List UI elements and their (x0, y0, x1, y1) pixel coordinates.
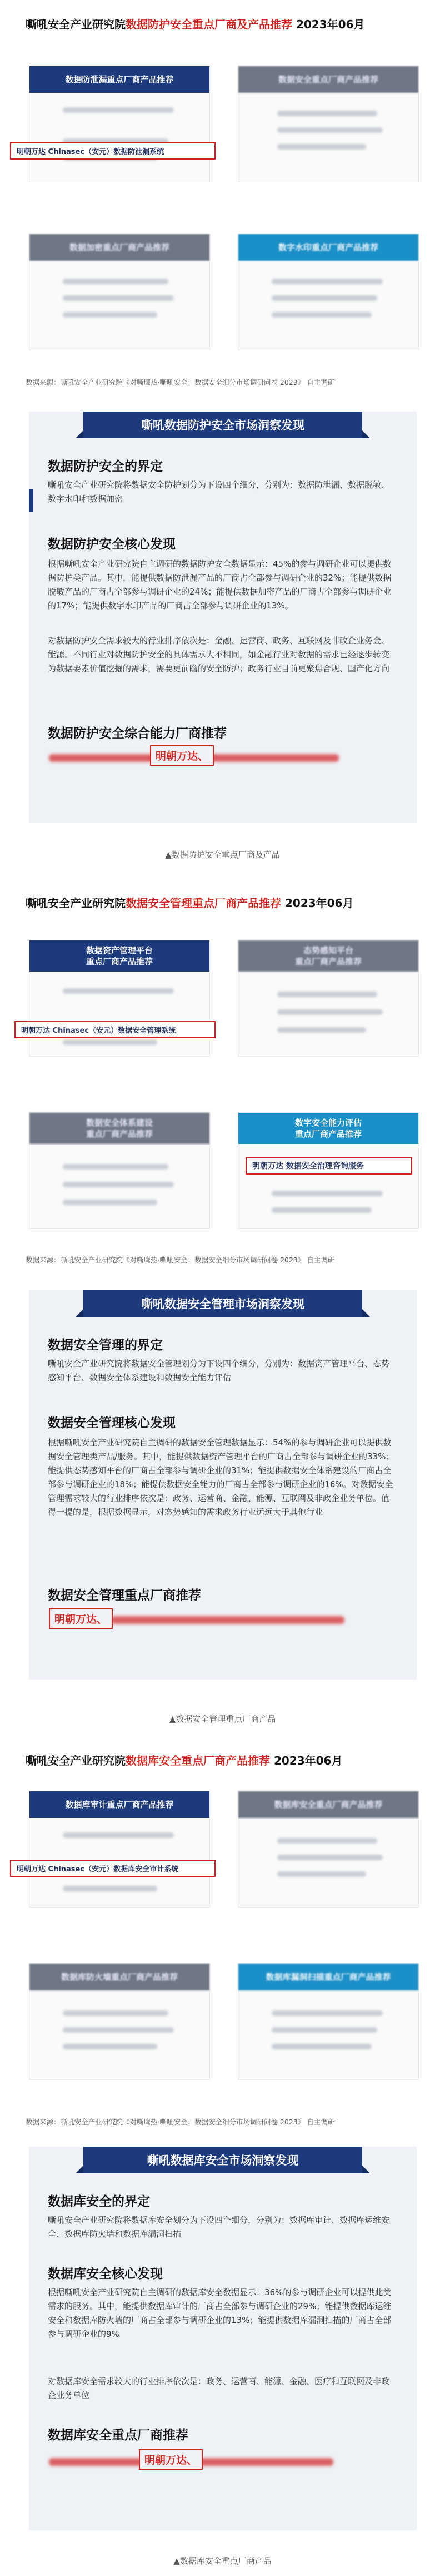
report-paragraph: 对数据防护安全需求较大的行业排序依次是：金融、运营商、政务、互联网及非政企业务金、能源。不同行业对数据防护安全的具体需求大不相同，如金融行业对数据的需求已经逐步转变为数据要素价值挖掘的需求，需要更前瞻的安全防护；政务行业目前更聚焦合规、国产化方向 (48, 636, 390, 673)
data-source: 数据来源：嘶吼安全产业研究院《对嘶鹰热·嘶吼安全：数据安全细分市场调研问卷 2023》 自主调研 (26, 2118, 335, 2126)
report-heading: 数据库安全重点厂商推荐 (48, 2428, 188, 2443)
card-dlp (29, 66, 210, 182)
section-database-security (0, 1735, 445, 2575)
report-tab: 嘶吼数据安全管理市场洞察发现 (83, 1290, 362, 1317)
report-heading: 数据防护安全的界定 (48, 459, 163, 474)
card-db-scan-blurred (238, 1963, 419, 2080)
product-highlight: 明朝万达 Chinasec（安元）数据防泄漏系统 (10, 142, 216, 160)
section-title: 嘶吼安全产业研究院数据安全管理重点厂商产品推荐 2023年06月 (26, 896, 354, 910)
report-paragraph: 嘶吼安全产业研究院将数据安全防护划分为下设四个细分，分别为：数据防泄漏、数据脱敏、数字水印和数据加密 (48, 480, 390, 504)
card-data-security-blurred (238, 66, 419, 182)
vendor-highlight: 明朝万达、 (150, 745, 214, 766)
data-source: 数据来源：嘶吼安全产业研究院《对嘶鹰热·嘶吼安全：数据安全细分市场调研问卷 2023》 自主调研 (26, 378, 335, 387)
report-heading: 数据防护安全综合能力厂商推荐 (48, 726, 227, 741)
caption: ▲数据库安全重点厂商产品 (173, 2556, 272, 2566)
section-data-management (0, 879, 445, 1735)
card-heading: 数据安全体系建设 重点厂商产品推荐 (29, 1113, 209, 1144)
report-paragraph: 对数据库安全需求较大的行业排序依次是：政务、运营商、能源、金融、医疗和互联网及非政企业务单位 (48, 2376, 390, 2400)
card-heading: 数据资产管理平台 重点厂商产品推荐 (29, 940, 209, 972)
report-tab: 嘶吼数据防护安全市场洞察发现 (83, 412, 362, 438)
product-highlight: 明朝万达 数据安全治理咨询服务 (246, 1157, 412, 1175)
card-db-audit (29, 1791, 210, 1908)
card-heading: 数据库安全重点厂商产品推荐 (238, 1791, 418, 1818)
product-highlight: 明朝万达 Chinasec（安元）数据安全管理系统 (14, 1021, 216, 1038)
card-heading: 数字水印重点厂商产品推荐 (238, 234, 418, 261)
card-db-ops-blurred (238, 1791, 419, 1908)
data-source: 数据来源：嘶吼安全产业研究院《对嘶鹰热·嘶吼安全：数据安全细分市场调研问卷 2023》 自主调研 (26, 1256, 335, 1264)
card-heading: 态势感知平台 重点厂商产品推荐 (238, 940, 418, 972)
report-paragraph: 根据嘶吼安全产业研究院自主调研的数据防护安全数据显示：45%的参与调研企业可以提供数据防护类产品。其中，能提供数据防泄漏产品的厂商占全部参与调研企业的32%；能提供数据脱敏产品的厂商占全部参与调研企业的24%；能提供数据加密产品的厂商占全部参与调研企业的17%；能提供数字水印产品的厂商占全部参与调研企业的13%。 (48, 559, 392, 611)
card-heading: 数据加密重点厂商产品推荐 (29, 234, 209, 261)
card-heading: 数据库漏洞扫描重点厂商产品推荐 (238, 1964, 418, 1990)
section-data-protection (0, 0, 445, 868)
card-heading: 数字安全能力评估 重点厂商产品推荐 (238, 1113, 418, 1144)
vendor-highlight: 明朝万达、 (49, 1608, 113, 1629)
caption: ▲数据安全管理重点厂商产品 (169, 1714, 276, 1724)
section-title: 嘶吼安全产业研究院数据防护安全重点厂商及产品推荐 2023年06月 (26, 18, 365, 31)
vendor-highlight: 明朝万达、 (139, 2449, 203, 2470)
report-heading: 数据安全管理核心发现 (48, 1416, 176, 1430)
card-asset-platform (29, 940, 210, 1057)
card-heading: 数据安全重点厂商产品推荐 (238, 66, 418, 93)
report-heading: 数据库安全的界定 (48, 2194, 150, 2209)
card-heading: 数据防泄漏重点厂商产品推荐 (29, 66, 209, 93)
card-encryption-blurred (29, 234, 210, 350)
card-situational-awareness-blurred (238, 940, 419, 1057)
report-paragraph: 根据嘶吼安全产业研究院自主调研的数据安全管理数据显示：54%的参与调研企业可以提供数据安全管理类产品/服务。其中，能提供数据资产管理平台的厂商占全部参与调研企业的33%；能提供态势感知平台的厂商占全部参与调研企业的31%；能提供数据安全体系建设的厂商占全部参与调研企业的18%；能提供数据安全能力的厂商占全部参与调研企业的16%。对数据安全管理需求较大的行业排序依次是：政务、运营商、金融、能源、互联网及非政企业务单位。值得一提的是，根据数据显示，对态势感知的需求政务行业远远大于其他行业 (48, 1438, 394, 1517)
card-db-firewall-blurred (29, 1963, 210, 2080)
report-tab: 嘶吼数据库安全市场洞察发现 (83, 2147, 362, 2173)
section-title: 嘶吼安全产业研究院数据库安全重点厂商产品推荐 2023年06月 (26, 1754, 343, 1767)
report-heading: 数据防护安全核心发现 (48, 537, 176, 552)
product-highlight: 明朝万达 Chinasec（安元）数据库安全审计系统 (10, 1860, 216, 1877)
report-heading: 数据安全管理的界定 (48, 1338, 163, 1353)
card-heading: 数据库防火墙重点厂商产品推荐 (29, 1964, 209, 1990)
report-paragraph: 根据嘶吼安全产业研究院自主调研的数据库安全数据显示：36%的参与调研企业可以提供此类需求的服务。其中，能提供数据库审计的厂商占全部参与调研企业的29%；能提供数据库运维安全和数据库防火墙的厂商占全部参与调研企业的13%；能提供数据库漏洞扫描的厂商占全部参与调研企业的9% (48, 2287, 392, 2339)
card-system-building-blurred (29, 1112, 210, 1229)
card-heading: 数据库审计重点厂商产品推荐 (29, 1791, 209, 1818)
report-heading: 数据安全管理重点厂商推荐 (48, 1588, 201, 1603)
report-heading: 数据库安全核心发现 (48, 2267, 163, 2281)
caption: ▲数据防护安全重点厂商及产品 (165, 850, 280, 860)
report-paragraph: 嘶吼安全产业研究院将数据安全管理划分为下设四个细分，分别为：数据资产管理平台、态势感知平台、数据安全体系建设和数据安全能力评估 (48, 1359, 390, 1383)
card-watermark (238, 234, 419, 350)
report-paragraph: 嘶吼安全产业研究院将数据库安全划分为下设四个细分，分别为：数据库审计、数据库运维安全、数据库防火墙和数据库漏洞扫描 (48, 2215, 390, 2239)
